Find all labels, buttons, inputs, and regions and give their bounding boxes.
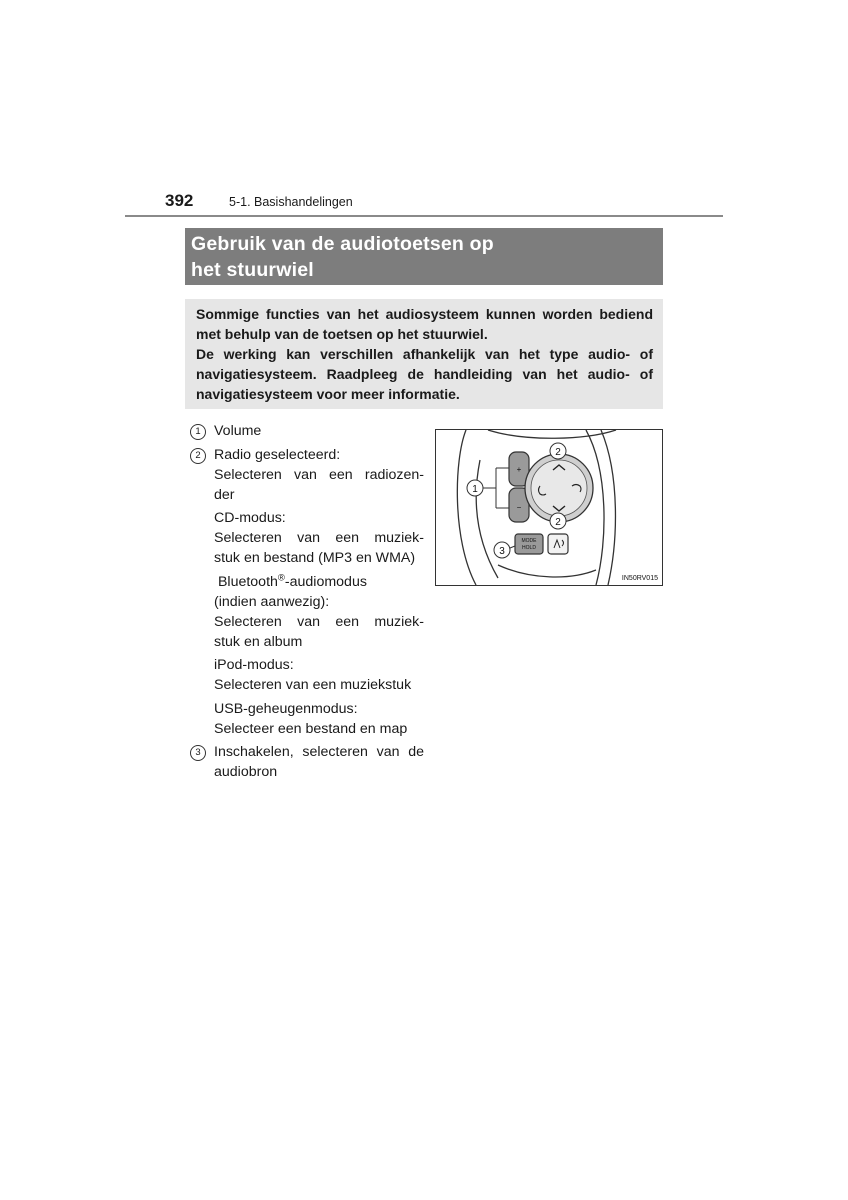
- usb-mode-block: [214, 699, 424, 739]
- intro-paragraph-1: Sommige functies van het audiosysteem kunnen worden bediend met behulp van de toetsen op het stuurwiel.: [196, 306, 653, 342]
- intro-paragraph-2: De werking kan verschillen afhankelijk van het type audio- of navigatiesysteem. Raadpleeg de handleiding van het audio- of navigatiesysteem voor meer informatie.: [196, 346, 653, 402]
- mode-hold-button: [515, 534, 543, 554]
- ipod-mode-block: [214, 655, 424, 695]
- callout-number: 2: [190, 448, 206, 464]
- callout-number: 1: [190, 424, 206, 440]
- cd-mode-label: CD-modus:: [214, 510, 286, 526]
- callout-2-bottom-label: 2: [555, 517, 561, 528]
- ipod-desc: Selecteren van een muziekstuk: [214, 677, 412, 693]
- title-line-2: het stuurwiel: [191, 259, 314, 281]
- steering-switch-diagram: [436, 430, 662, 585]
- wheel-trim-bottom: [498, 565, 596, 577]
- cd-mode-block: [214, 508, 424, 568]
- item-text-line: Inschakelen, selecteren van de: [214, 744, 424, 760]
- figure-code: IN50RV015: [621, 575, 658, 582]
- title-line-1: Gebruik van de audiotoetsen op: [191, 233, 494, 255]
- list-item-select: [190, 445, 424, 505]
- usb-desc: Selecteer een bestand en map: [214, 720, 408, 737]
- radio-label: Radio geselecteerd:: [214, 446, 341, 463]
- item-text: Volume: [214, 423, 262, 439]
- callout-1-label: 1: [472, 484, 478, 495]
- wheel-trim-left: [457, 430, 476, 585]
- bluetooth-desc-line: stuk en album: [214, 633, 303, 650]
- ipod-mode-label: iPod-modus:: [214, 657, 294, 673]
- header-divider: [125, 215, 723, 217]
- wheel-trim-right: [586, 430, 604, 585]
- callout-3-label: 3: [499, 546, 505, 557]
- bluetooth-mode-block: [214, 572, 424, 652]
- section-label: 5-1. Basishandelingen: [229, 195, 353, 209]
- function-list: [190, 421, 424, 786]
- cd-desc-line: stuk en bestand (MP3 en WMA): [214, 550, 416, 566]
- callout-1-bracket: [483, 468, 509, 508]
- bluetooth-availability: (indien aanwezig):: [214, 593, 330, 610]
- steering-wheel-illustration: [435, 429, 663, 586]
- intro-box: [185, 299, 663, 409]
- callout-2-top-label: 2: [555, 447, 561, 458]
- bluetooth-mode-label: Bluetooth®-audiomodus: [217, 571, 367, 590]
- list-item-volume: [190, 421, 424, 441]
- callout-number: 3: [190, 745, 206, 761]
- wheel-trim-inner: [476, 460, 498, 578]
- volume-plus-icon: +: [516, 465, 522, 474]
- volume-minus-icon: −: [516, 503, 522, 512]
- item-text-line: audiobron: [214, 764, 278, 780]
- wheel-rim-top: [488, 430, 616, 438]
- list-item-source: [190, 742, 424, 782]
- callout-3-leader: [510, 546, 515, 548]
- hold-label: HOLD: [522, 545, 536, 551]
- bluetooth-desc-line: Selecteren van een muziek-: [214, 613, 424, 630]
- page-number: 392: [165, 191, 194, 210]
- mode-label: MODE: [521, 538, 537, 544]
- radio-desc-line: der: [214, 486, 235, 503]
- wheel-trim-right-outer: [601, 430, 615, 585]
- cd-desc-line: Selecteren van een muziek-: [214, 530, 424, 546]
- section-title: [185, 228, 663, 285]
- radio-desc-line: Selecteren van een radiozen-: [214, 466, 424, 483]
- usb-mode-label: USB-geheugenmodus:: [214, 700, 358, 717]
